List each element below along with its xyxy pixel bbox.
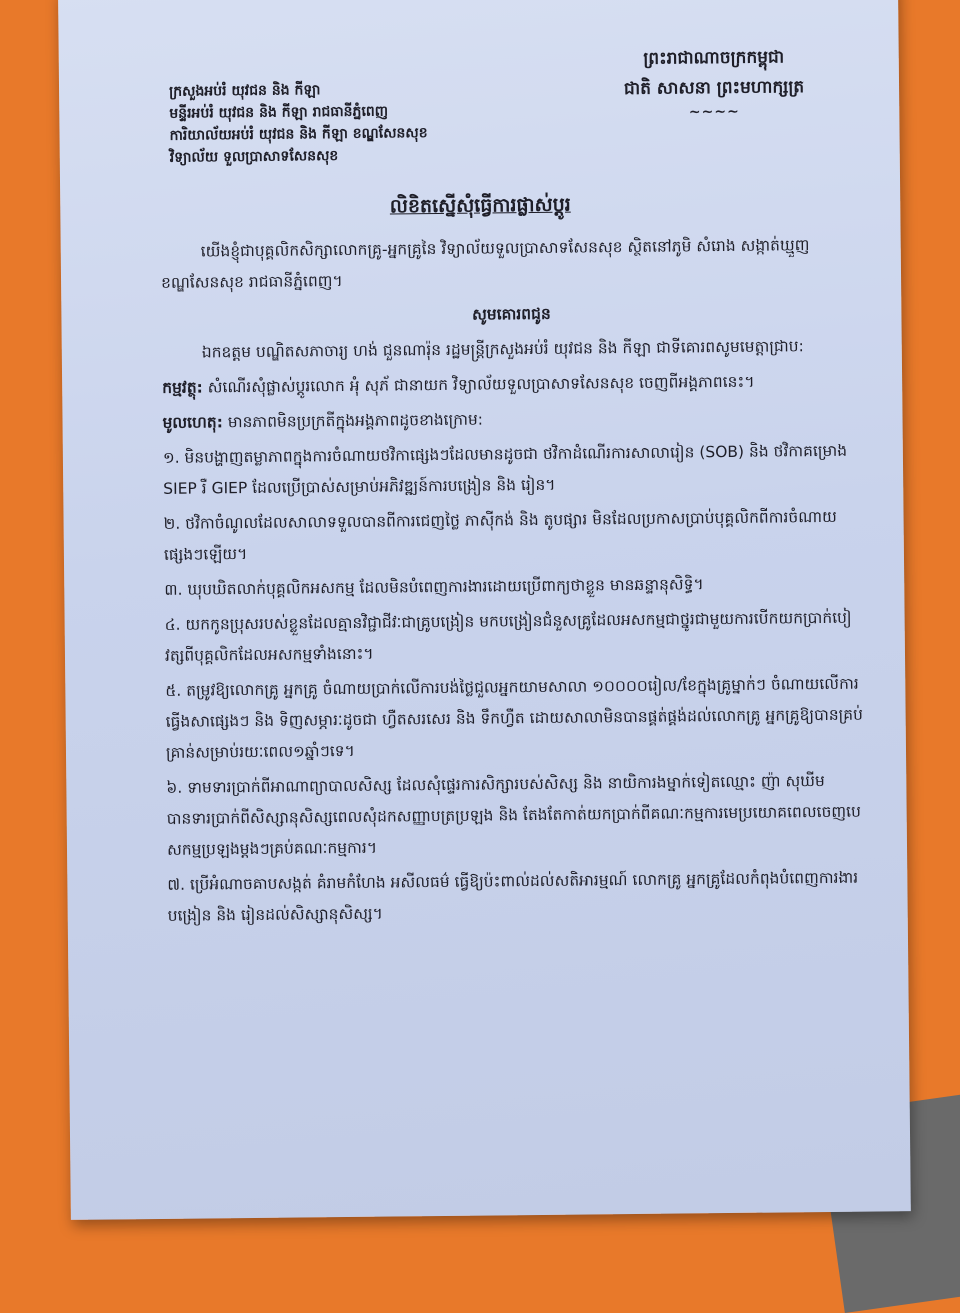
subject-paragraph — [162, 366, 862, 404]
intro-paragraph: យើងខ្ញុំជាបុគ្គលិកសិក្សាលោកគ្រូ-អ្នកគ្រូនៃ វិទ្យាល័យទួលប្រាសាទសែនសុខ ស្ថិតនៅភូមិ សំរោង សង្កាត់ឃ្មួញ ខណ្ឌសែនសុខ រាជធានីភ្នំពេញ។ — [160, 236, 810, 292]
ornament-icon: ~~~~ — [688, 103, 740, 121]
list-item: ៧. ប្រើអំណាចគាបសង្កត់ គំរាមកំហែង អសីលធម៌ ធ្វើឱ្យប៉ះពាល់ដល់សតិអារម្មណ៍ លោកគ្រូ អ្នកគ្រូដែលកំពុងបំពេញការងារបង្រៀន និង រៀនដល់សិស្សានុសិស្ស។ — [167, 868, 859, 925]
office-line: ការិយាល័យអប់រំ យុវជន និង កីឡា ខណ្ឌសែនសុខ — [169, 125, 428, 144]
reason-label: មូលហេតុ: — [162, 413, 223, 432]
kingdom-header — [589, 42, 840, 123]
list-item: ១. មិនបង្ហាញតម្លាភាពក្នុងការចំណាយថវិកាផ្សេងៗដែលមានដូចជា ថវិកាដំណើរការសាលារៀន (SOB) និង ថវិកាគម្រោង SIEP រឺ GIEP ដែលប្រើប្រាស់សម្រាប់អភិវឌ្ឍន៍ការបង្រៀន និង រៀន។ — [162, 441, 848, 498]
subject-label: កម្មវត្ថុ: — [162, 378, 203, 397]
list-item: ២. ថវិកាចំណូលដែលសាលាទទួលបានពីការជេញថ្លៃ ភាស៊ីកង់ និង តូបផ្សារ មិនដែលប្រកាសប្រាប់បុគ្គលិកពីការចំណាយផ្សេងៗឡើយ។ — [163, 507, 837, 564]
reason-text: មានភាពមិនប្រក្រតីក្នុងអង្គភាពដូចខាងក្រោម: — [227, 410, 484, 432]
department-line: មន្ទីរអប់រំ យុវជន និង កីឡា រាជធានីភ្នំពេញ — [169, 103, 389, 122]
ministry-line: ក្រសួងអប់រំ យុវជន និង កីឡា — [168, 82, 321, 100]
subject-text: សំណើរសុំផ្លាស់ប្តូរលោក អុំ សុភ័ ជានាយក វិទ្យាល័យទួលប្រាសាទសែនសុខ ចេញពីអង្គភាពនេះ។ — [207, 372, 755, 397]
letter-body — [161, 230, 868, 936]
motto-line: ជាតិ សាសនា ព្រះមហាក្សត្រ — [623, 77, 805, 100]
reason-paragraph — [162, 401, 862, 439]
school-line: វិទ្យាល័យ ទួលប្រាសាទសែនសុខ — [169, 148, 339, 166]
addressee-paragraph: ឯកឧត្តម បណ្ឌិតសភាចារ្យ ហង់ ជួនណារ៉ុន រដ្ឋមន្ត្រីក្រសួងអប់រំ យុវជន និង កីឡា ជាទីគោរពសូមមេត្តាជ្រាប: — [201, 337, 804, 362]
document-page — [58, 0, 911, 1220]
list-item: ៥. តម្រូវឱ្យលោកគ្រូ អ្នកគ្រូ ចំណាយប្រាក់លើការបង់ថ្លៃជួលអ្នកយាមសាលា ១០០០០រៀល/ខែក្នុងគ្រូម្នាក់ៗ ចំណាយលើការធ្វើងសាផ្សេងៗ និង ទិញសម្ភារៈដូចជា ហ្វឺតសរសេរ និង ទឹកហ្វឺត ដោយសាលាមិនបានផ្គត់ផ្គង់ដល់លោកគ្រូ អ្នកគ្រូឱ្យបានគ្រប់គ្រាន់សម្រាប់រយៈពេល១ឆ្នាំៗទេ។ — [165, 674, 864, 762]
letter-title: លិខិតស្នើសុំធ្វើការផ្លាស់ប្តូរ — [389, 193, 571, 218]
list-item: ៣. ឃុបឃិតលាក់បុគ្គលិកអសកម្ម ដែលមិនបំពេញការងារដោយប្រើពាក្យថាខ្លួន មានឆន្ទានុសិទ្ធិ។ — [164, 575, 704, 599]
ministry-header — [169, 77, 550, 169]
salutation: សូមគោរពជូន — [471, 304, 551, 324]
kingdom-line: ព្រះរាជាណាចក្រកម្ពុជា — [643, 47, 785, 69]
list-item: ៤. យកកូនប្រុសរបស់ខ្លួនដែលគ្មានវិជ្ជាជីវៈជាគ្រូបង្រៀន មកបង្រៀនជំនួសគ្រូដែលអសកម្មជាថ្នូរជាមួយការបើកយកប្រាក់បៀវត្សពីបុគ្គលិកដែលអសកម្មទាំងនោះ។ — [164, 608, 852, 665]
list-item: ៦. ទាមទារប្រាក់ពីអាណាព្យាបាលសិស្ស ដែលសុំផ្ទេរការសិក្សារបស់សិស្ស និង នាយិការងម្នាក់ទៀតឈ្មោះ ញ៉ា សុឃីម បានទារប្រាក់ពីសិស្សានុសិស្សពេលសុំដកសញ្ញាបត្រប្រឡង និង តែងតែកាត់យកប្រាក់ពីគណៈកម្មការមេប្រយោគពេលចេញបេសកម្មប្រឡងម្តងៗគ្រប់គណៈកម្មការ។ — [166, 772, 861, 859]
